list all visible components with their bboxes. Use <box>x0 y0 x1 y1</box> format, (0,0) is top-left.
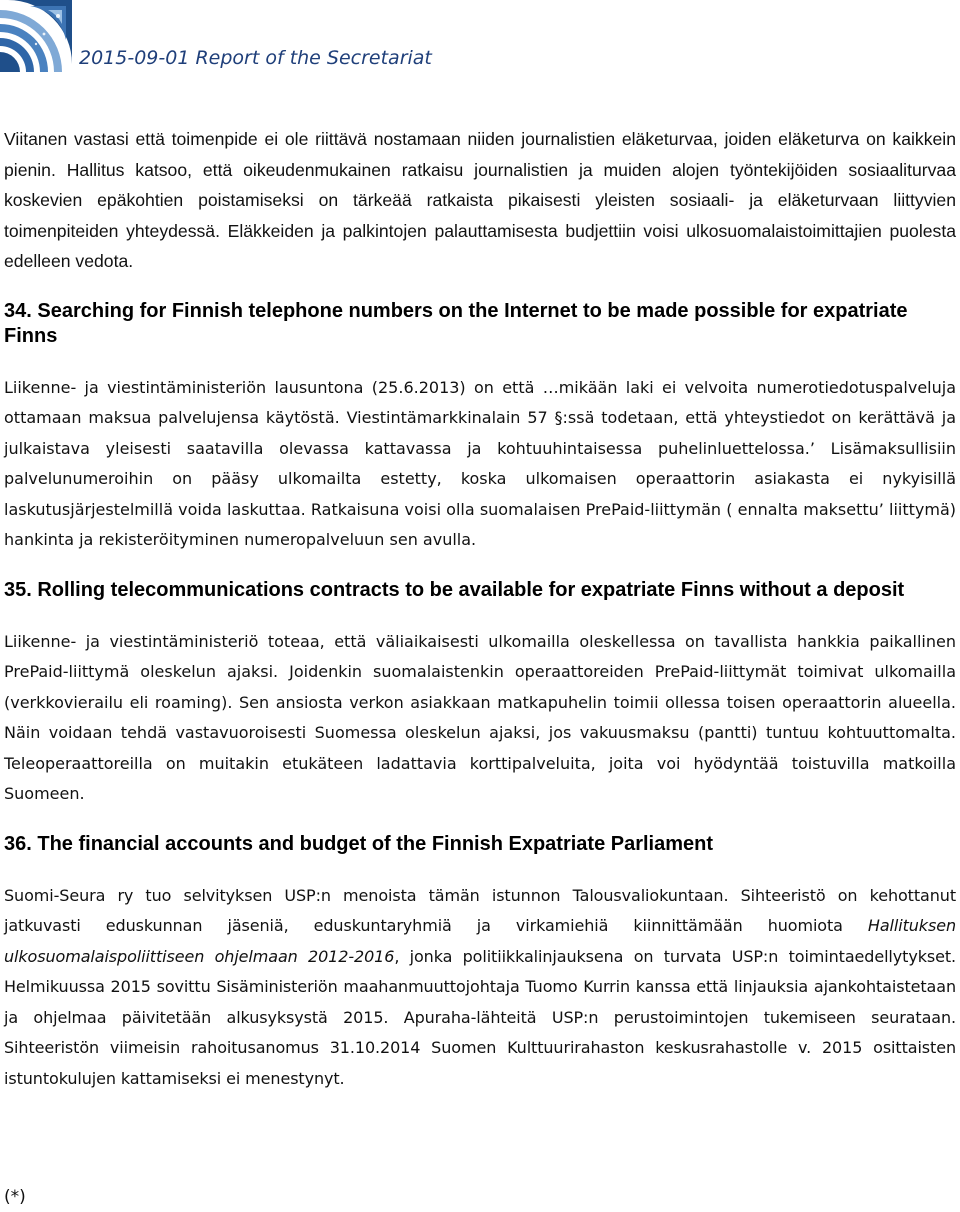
section-36-heading: 36. The financial accounts and budget of the Finnish Expatriate Parliament <box>4 832 714 855</box>
organization-logo <box>0 0 72 72</box>
section-36-body-part-2: , jonka politiikkalinjauksena on turvata USP:n toimintaedellytykset. Helmikuussa 2015 sovittu Sisäministeriön maahanmuuttojohtaja Tuomo Kurrin kanssa että linjauksia ajankohtaistetaan ja ohjelmaa päivitetään alkusyksystä 2015. Apuraha-lähteitä USP:n perustoimintojen tukemiseen seurataan. Sihteeristön viimeisin rahoitusanomus 31.10.2014 Suomen Kulttuurirahaston keskusrahastolle v. 2015 osittaisten istuntokulujen kattamiseksi ei menestynyt. <box>4 946 956 1088</box>
page-header <box>0 0 960 90</box>
report-title: 2015-09-01 Report of the Secretariat <box>79 47 432 69</box>
government-programme-title: Hallituksen ulkosuomalaispoliittiseen ohjelmaan 2012-2016 <box>4 916 956 966</box>
section-34-heading: 34. Searching for Finnish telephone numbers on the Internet to be made possible for expatriate Finns <box>4 299 908 347</box>
section-36-body-part-1: Suomi-Seura ry tuo selvityksen USP:n menoista tämän istunnon Talousvaliokuntaan. Sihteeristö on kehottanut jatkuvasti eduskunnan jäseniä, eduskuntaryhmiä ja virkamiehiä kiinnittämään huomiota <box>4 885 956 935</box>
section-35-body: Liikenne- ja viestintäministeriö toteaa, että väliaikaisesti ulkomailla oleskellessa on tavallista hankkia paikallinen PrePaid-liittymä oleskelun ajaksi. Joidenkin suomalaistenkin operaattoreiden PrePaid-liittymät toimivat ulkomailla (verkkovierailu eli roaming). Sen ansiosta verkon asiakkaan matkapuhelin toimii ollessa toisen operaattorin alueella. Näin voidaan tehdä vastavuoroisesti Suomessa oleskelun ajaksi, jos vakuusmaksu (pantti) tuntuu kohtuuttomalta. Teleoperaattoreilla on muitakin etukäteen ladattavia korttipalveluita, joita voi hyödyntää toistuvilla matkoilla Suomeen. <box>4 631 956 803</box>
intro-paragraph: Viitanen vastasi että toimenpide ei ole riittävä nostamaan niiden journalistien eläketurvaa, joiden eläketurva on kaikkein pienin. Hallitus katsoo, että oikeudenmukainen ratkaisu journalistien ja muiden alojen työntekijöiden sosiaaliturvaa koskevien epäkohtien poistamiseksi on tärkeää ratkaista pikaisesti yleisten sosiaali- ja eläketurvaan liittyvien toimenpiteiden yhteydessä. Eläkkeiden ja palkintojen palauttamisesta budjettiin voisi ulkosuomalaistoimittajien puolesta edelleen vedota. <box>4 129 956 271</box>
document-body <box>4 124 956 1094</box>
section-34-body: Liikenne- ja viestintäministeriön lausuntona (25.6.2013) on että …mikään laki ei velvoita numerotiedotuspalveluja ottamaan maksua palvelujensa käytöstä. Viestintämarkkinalain 57 §:ssä todetaan, että yhteystiedot on kerättävä ja julkaistava yleisesti saatavilla olevassa kattavassa ja kohtuuhintaisessa puhelinluettelossa.’ Lisämaksullisiin palvelunumeroihin on pääsy ulkomailta estetty, koska ulkomaisen operaattorin asiakasta ei nykyisillä laskutusjärjestelmillä voida laskuttaa. Ratkaisuna voisi olla suomalaisen PrePaid-liittymän ( ennalta maksettu’ liittymä) hankinta ja rekisteröityminen numeropalveluun sen avulla. <box>4 377 956 549</box>
footnote-marker: (*) <box>4 1187 26 1207</box>
section-35-heading: 35. Rolling telecommunications contracts to be available for expatriate Finns without a deposit <box>4 578 905 601</box>
section-36-body <box>4 881 956 1095</box>
